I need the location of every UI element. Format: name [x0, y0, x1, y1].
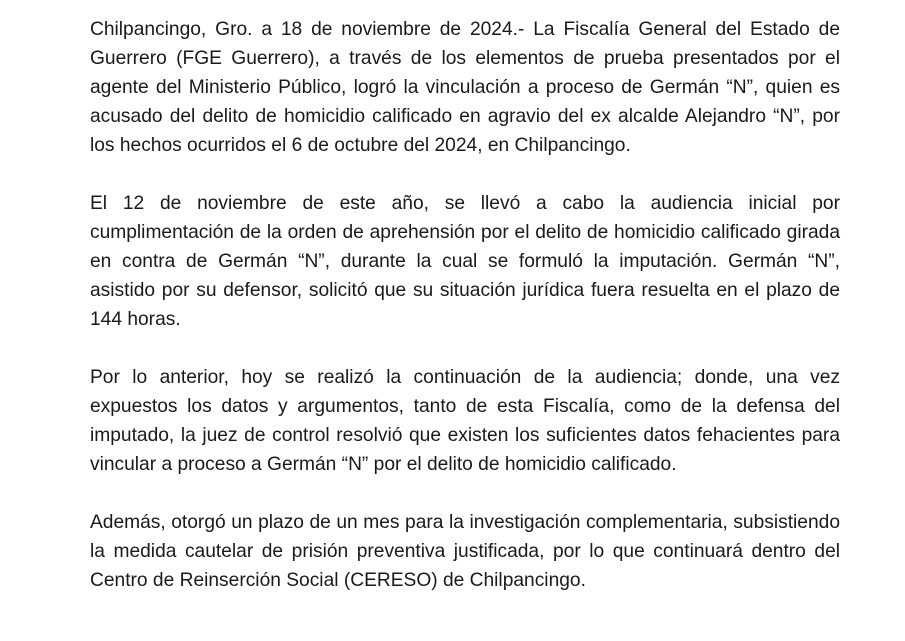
paragraph-hearing: El 12 de noviembre de este año, se llevó a cabo la audiencia inicial por cumplimentación de la orden de aprehensión por el delito de homicidio calificado girada en contra de Germán “N”, durante la cual se formuló la imputación. Germán “N”, asistido por su defensor, solicitó que su situación jurídica fuera resuelta en el plazo de 144 horas.	[90, 193, 840, 330]
paragraph-resolution: Por lo anterior, hoy se realizó la continuación de la audiencia; donde, una vez expuestos los datos y argumentos, tanto de esta Fiscalía, como de la defensa del imputado, la juez de control resolvió que existen los suficientes datos fehacientes para vincular a proceso a Germán “N” por el delito de homicidio calificado.	[90, 367, 840, 475]
document-body	[90, 15, 840, 595]
paragraph-intro: Chilpancingo, Gro. a 18 de noviembre de 2024.- La Fiscalía General del Estado de Guerrero (FGE Guerrero), a través de los elementos de prueba presentados por el agente del Ministerio Público, logró la vinculación a proceso de Germán “N”, quien es acusado del delito de homicidio calificado en agravio del ex alcalde Alejandro “N”, por los hechos ocurridos el 6 de octubre del 2024, en Chilpancingo.	[90, 19, 840, 156]
paragraph-measures: Además, otorgó un plazo de un mes para la investigación complementaria, subsistiendo la medida cautelar de prisión preventiva justificada, por lo que continuará dentro del Centro de Reinserción Social (CERESO) de Chilpancingo.	[90, 512, 840, 591]
